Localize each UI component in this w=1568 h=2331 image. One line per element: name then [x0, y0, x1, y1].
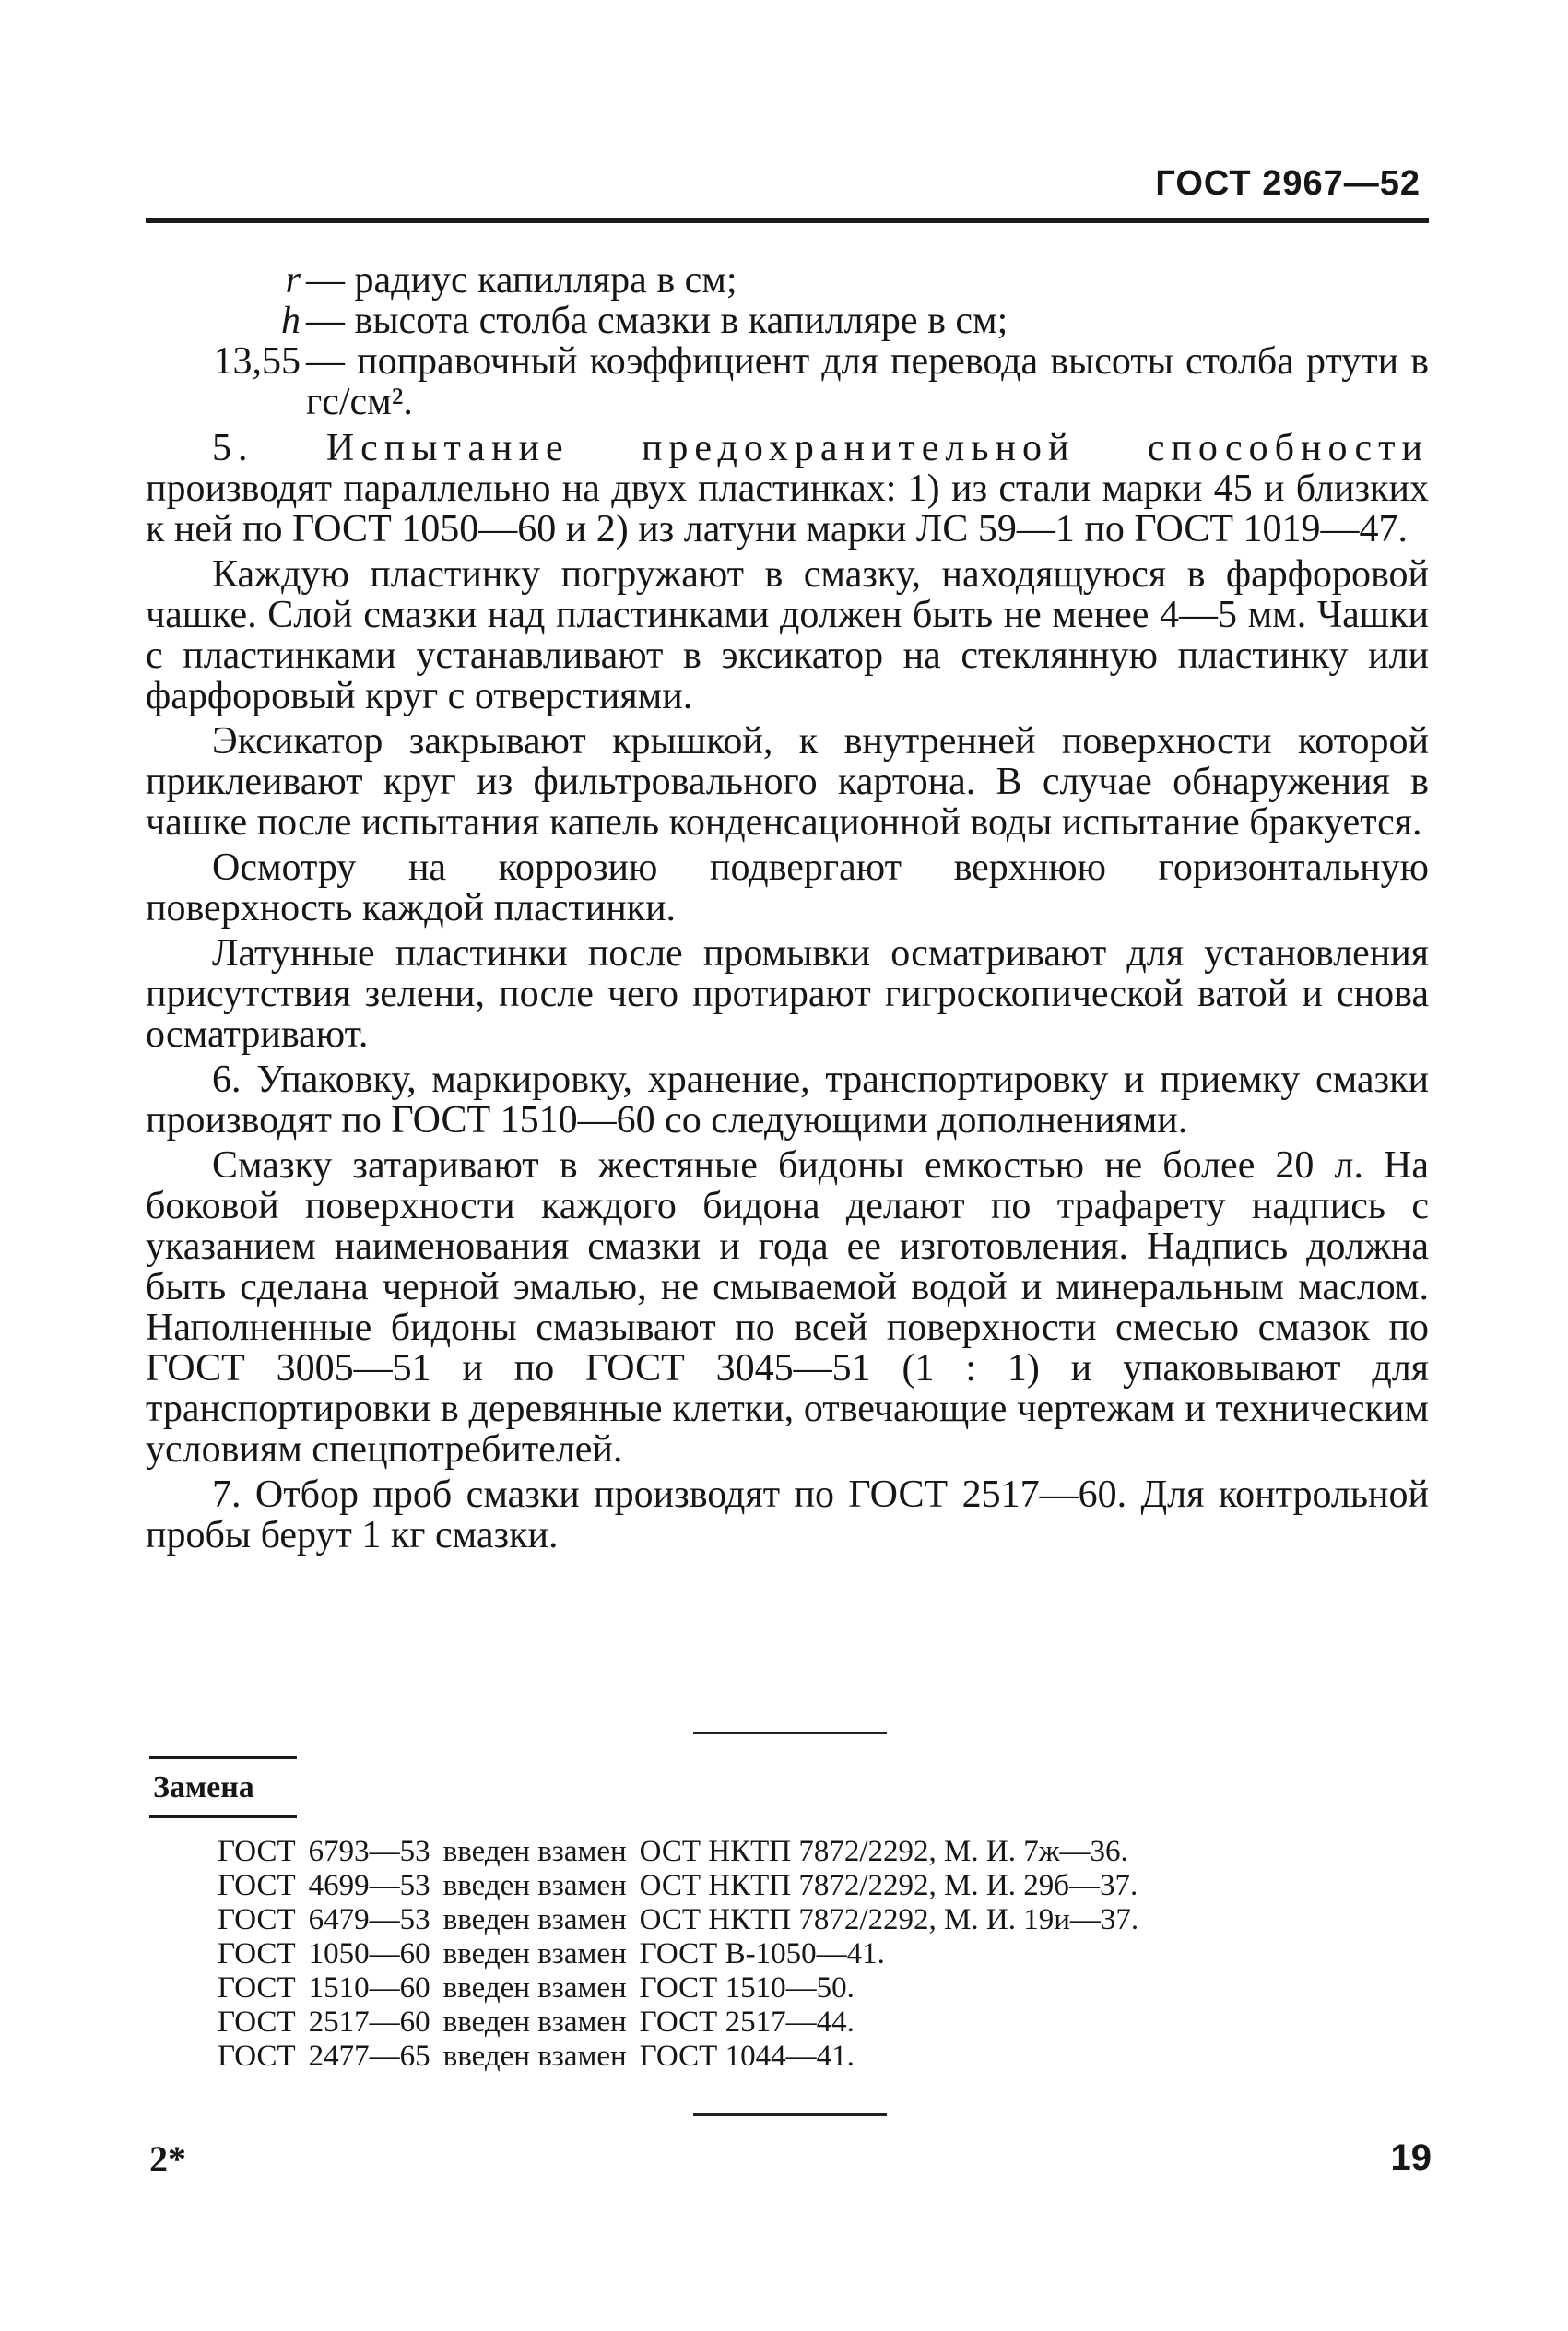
table-row [218, 2040, 1151, 2074]
row-number: 1510—60 [308, 1971, 430, 2005]
page-number: 19 [1390, 2137, 1432, 2178]
row-verb: введен взамен [442, 2040, 627, 2073]
section-divider [693, 1732, 887, 1734]
row-old: ОСТ НКТП 7872/2292, М. И. 7ж—36. [639, 1835, 1128, 1868]
section-divider [693, 2113, 887, 2116]
table-row [218, 1903, 1151, 1937]
row-verb: введен взамен [442, 1971, 627, 2005]
header-rule [146, 218, 1429, 223]
definition-text: — поправочный коэффициент для перевода высоты столба ртути в гс/см². [306, 340, 1429, 423]
row-number: 2517—60 [308, 2006, 430, 2039]
table-row [218, 1937, 1151, 1971]
row-verb: введен взамен [442, 1835, 627, 1868]
replacement-table [218, 1835, 1151, 2074]
row-label: ГОСТ [218, 1971, 296, 2005]
definitions-list [146, 260, 1429, 422]
definition-item [146, 260, 1429, 301]
definition-item [146, 341, 1429, 422]
row-number: 1050—60 [308, 1937, 430, 1970]
row-number: 2477—65 [308, 2040, 430, 2073]
paragraph: 7. Отбор проб смазки производят по ГОСТ 2517—60. Для контрольной пробы берут 1 кг смазки. [146, 1473, 1429, 1556]
signature-mark: 2* [149, 2138, 186, 2180]
row-label: ГОСТ [218, 2040, 296, 2073]
row-old: ГОСТ В-1050—41. [639, 1937, 885, 1970]
row-old: ГОСТ 1510—50. [639, 1971, 855, 2005]
row-label: ГОСТ [218, 1869, 296, 1902]
table-row [218, 1971, 1151, 2006]
row-label: ГОСТ [218, 1903, 296, 1936]
paragraph: 6. Упаковку, маркировку, хранение, транспортировку и приемку смазки производят по ГОСТ 1510—60 со следующими дополнениями. [146, 1059, 1429, 1142]
paragraph-text: производят параллельно на двух пластинках: 1) из стали марки 45 и близких к ней по ГОСТ 1050—60 и 2) из латуни марки ЛС 59—1 по ГОСТ 1019—47. [146, 467, 1429, 550]
definition-symbol: h [281, 300, 301, 342]
row-label: ГОСТ [218, 2006, 296, 2039]
row-number: 4699—53 [308, 1869, 430, 1902]
rule-line [149, 1756, 297, 1759]
paragraph [146, 428, 1429, 550]
definition-text: — высота столба смазки в капилляре в см; [306, 300, 1008, 342]
rule-line [149, 1815, 297, 1818]
definition-item [146, 301, 1429, 341]
row-verb: введен взамен [442, 1869, 627, 1902]
row-old: ГОСТ 2517—44. [639, 2006, 855, 2039]
document-code: ГОСТ 2967—52 [1155, 164, 1421, 203]
definition-symbol: 13,55 [213, 340, 301, 383]
row-label: ГОСТ [218, 1937, 296, 1970]
body-text [146, 260, 1429, 1560]
row-label: ГОСТ [218, 1835, 296, 1868]
row-verb: введен взамен [442, 1937, 627, 1970]
paragraph: Эксикатор закрывают крышкой, к внутренней поверхности которой приклеивают круг из фильтровального картона. В случае обнаружения в чашке после испытания капель конденсационной воды испытание бракуется. [146, 720, 1429, 844]
paragraph: Осмотру на коррозию подвергают верхнюю горизонтальную поверхность каждой пластинки. [146, 846, 1429, 929]
replacement-header [149, 1756, 297, 1818]
paragraph: Каждую пластинку погружают в смазку, находящуюся в фарфоровой чашке. Слой смазки над пластинками должен быть не менее 4—5 мм. Чашки с пластинками устанавливают в эксикатор на стеклянную пластинку или фарфоровый круг с отверстиями. [146, 553, 1429, 717]
table-row [218, 1869, 1151, 1903]
definition-text: — радиус капилляра в см; [306, 259, 737, 302]
table-row [218, 2006, 1151, 2040]
row-old: ГОСТ 1044—41. [639, 2040, 855, 2073]
table-row [218, 1835, 1151, 1869]
paragraph: Смазку затаривают в жестяные бидоны емкостью не более 20 л. На боковой поверхности каждого бидона делают по трафарету надпись с указанием наименования смазки и года ее изготовления. Надпись должна быть сделана черной эмалью, не смываемой водой и минеральным маслом. Наполненные бидоны смазывают по всей поверхности смесью смазок по ГОСТ 3005—51 и по ГОСТ 3045—51 (1 : 1) и упаковывают для транспортировки в деревянные клетки, отвечающие чертежам и техническим условиям спецпотребителей. [146, 1144, 1429, 1471]
replacement-title: Замена [153, 1770, 254, 1804]
row-verb: введен взамен [442, 1903, 627, 1936]
paragraph: Латунные пластинки после промывки осматривают для установления присутствия зелени, после чего протирают гигроскопической ватой и снова осматривают. [146, 932, 1429, 1056]
row-verb: введен взамен [442, 2006, 627, 2039]
row-old: ОСТ НКТП 7872/2292, М. И. 19и—37. [639, 1903, 1139, 1936]
row-number: 6479—53 [308, 1903, 430, 1936]
definition-symbol: r [285, 259, 301, 302]
row-old: ОСТ НКТП 7872/2292, М. И. 29б—37. [639, 1869, 1138, 1902]
section-heading: 5. Испытание предохранительной способности [212, 427, 1429, 469]
row-number: 6793—53 [308, 1835, 430, 1868]
